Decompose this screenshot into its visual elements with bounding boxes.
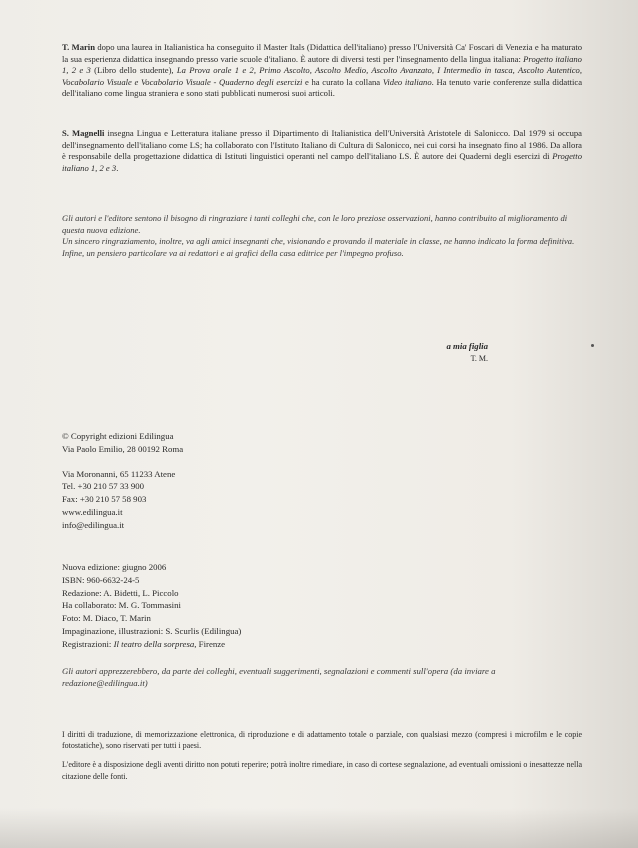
edition-credits — [62, 561, 241, 651]
author-name: T. Marin — [62, 42, 95, 52]
copyright: © Copyright edizioni Edilingua — [62, 431, 174, 441]
isbn: ISBN: 960-6632-24-5 — [62, 574, 140, 585]
recordings-city: , Firenze — [194, 638, 226, 649]
legal-paragraph: I diritti di traduzione, di memorizzazione elettronica, di riproduzione e di adattamento totale o parziale, con qualsiasi mezzo (compresi i microfilm e le copie fotostatiche), sono riservati per tutti i paesi. — [62, 730, 582, 751]
acknowledgements — [62, 213, 577, 260]
bio-text: insegna Lingua e Letteratura italiane presso il Dipartimento di Italianistica dell'Università Aristotele di Salonicco. Dal 1979 si occupa dell'insegnamento dell'italiano come LS; ha collaborato con l'Istituto Italiano di Cultura di Salonicco, nei cui corsi ha insegnato fino al 1986. Da allora è responsabile della progettazione didattica di Istituti linguistici operanti nel campo dell'italiano LS. È autore dei Quaderni degli esercizi di — [62, 128, 582, 162]
recordings-label: Registrazioni: — [62, 638, 114, 649]
feedback-note: Gli autori apprezzerebbero, da parte dei colleghi, eventuali suggerimenti, segnalazioni e commenti sull'opera (da inviare a redazione@edilingua.it) — [62, 666, 496, 688]
photo-credit: Foto: M. Diaco, T. Marin — [62, 613, 151, 624]
recordings-credit — [62, 638, 241, 651]
author-name: S. Magnelli — [62, 128, 105, 138]
dedication-text: a mia figlia — [446, 341, 488, 351]
layout-credit: Impaginazione, illustrazioni: S. Scurlis (Edilingua) — [62, 625, 242, 636]
editing-credit: Redazione: A. Bidetti, L. Piccolo — [62, 587, 179, 598]
bio-text: e ha curato la collana — [302, 76, 383, 87]
fax: Fax: +30 210 57 58 903 — [62, 494, 147, 505]
legal-paragraph: L'editore è a disposizione degli aventi diritto non potuti reperire; potrà inoltre rimediare, in caso di cortese segnalazione, ad eventuali omissioni o inesattezze nella citazione delle fonti. — [62, 760, 582, 781]
dedication — [446, 341, 488, 364]
telephone: Tel. +30 210 57 33 900 — [62, 481, 145, 492]
page-shadow — [0, 808, 638, 848]
bio-text: . — [116, 162, 119, 173]
recordings-value: Il teatro della sorpresa — [113, 638, 195, 649]
dedication-initials: T. M. — [470, 353, 488, 363]
ack-paragraph: Un sincero ringraziamento, inoltre, va agli amici insegnanti che, visionando e provando il materiale in classe, ne hanno indicato la forma definitiva. — [62, 236, 575, 247]
author-bio-marin — [62, 42, 582, 100]
bio-text: dopo una laurea in Italianistica ha conseguito il Master Itals (Didattica dell'italiano) presso l'Università Ca' Foscari di Venezia e ha maturato la sua esperienza didattica insegnando presso varie scuole d'italiano. È autore di diversi testi per l'insegnamento della lingua italiana: — [62, 42, 582, 64]
bio-text: . Ha tenuto varie conferenze sulla didattica dell'italiano come lingua straniera e sono stati pubblicati numerosi suoi articoli. — [62, 76, 583, 99]
author-bio-magnelli — [62, 128, 582, 174]
ack-paragraph: Gli autori e l'editore sentono il bisogno di ringraziare i tanti colleghi che, con le loro preziose osservazioni, hanno contribuito al miglioramento di questa nuova edizione. — [62, 213, 568, 235]
collaboration-credit: Ha collaborato: M. G. Tommasini — [62, 600, 181, 611]
bio-works: La Prova orale 1 e 2, Primo Ascolto, Ascolto Medio, Ascolto Avanzato, I Intermedio in tasca, Ascolto Autentico, Vocabolario Visuale e Vocabolario Visuale - Quaderno degli esercizi — [62, 65, 582, 87]
ack-paragraph: Infine, un pensiero particolare va ai redattori e ai grafici della casa editrice per l'impegno profuso. — [62, 248, 404, 259]
legal-notice — [62, 729, 582, 790]
athens-address: Via Moronanni, 65 11233 Atene — [62, 468, 176, 479]
email-link[interactable]: info@edilingua.it — [62, 519, 125, 530]
bio-works: Progetto italiano 1, 2 e 3 — [62, 151, 582, 173]
bio-text: (Libro dello studente), — [90, 65, 177, 76]
rome-address: Via Paolo Emilio, 28 00192 Roma — [62, 443, 184, 454]
edition: Nuova edizione: giugno 2006 — [62, 562, 167, 572]
publisher-info — [62, 430, 183, 532]
website-link[interactable]: www.edilingua.it — [62, 506, 123, 517]
speck — [591, 344, 594, 347]
bio-works: Video italiano — [382, 76, 432, 87]
bio-works: Progetto italiano 1, 2 e 3 — [62, 53, 582, 76]
